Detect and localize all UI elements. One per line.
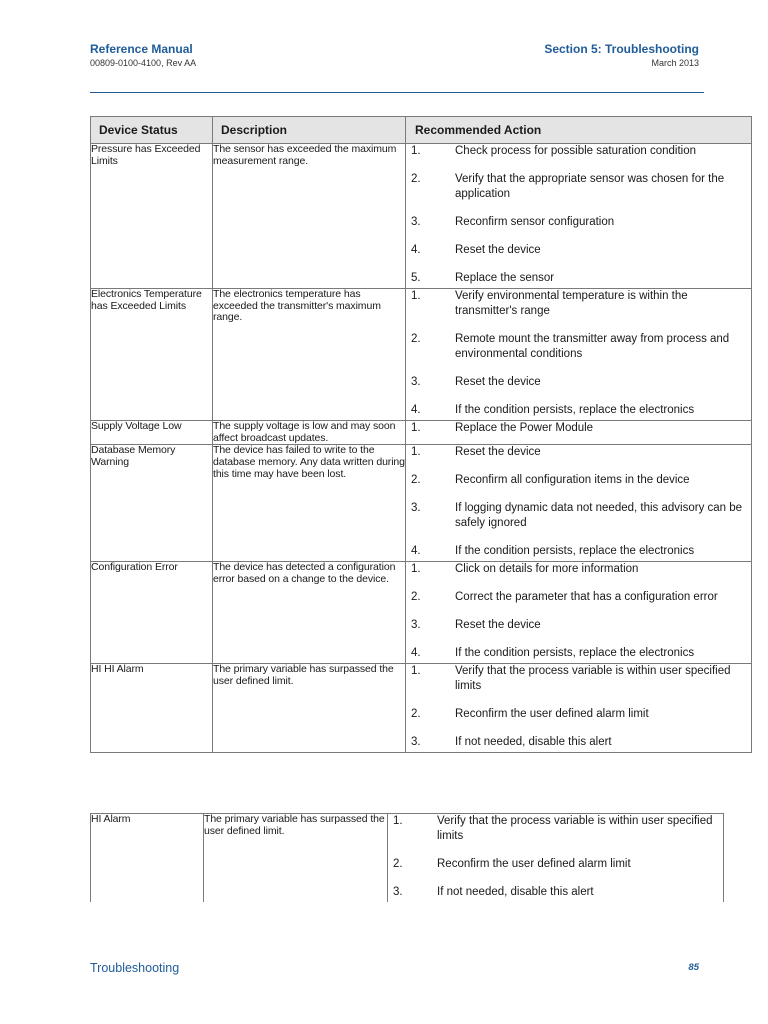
action-step-text: Reset the device <box>455 376 541 388</box>
header-right <box>544 42 699 70</box>
action-step <box>406 590 751 605</box>
device-status-cell: Database Memory Warning <box>91 445 213 562</box>
action-step-text: Reconfirm the user defined alarm limit <box>455 708 649 721</box>
action-step-number: 1. <box>411 422 421 434</box>
action-step <box>406 172 751 202</box>
action-step <box>406 375 751 390</box>
doc-number: 00809-0100-4100, Rev AA <box>90 58 197 68</box>
device-status-cell: HI HI Alarm <box>91 664 213 753</box>
action-step <box>406 289 751 319</box>
action-step <box>406 735 751 750</box>
device-status-cell: Electronics Temperature has Exceeded Limits <box>91 289 213 421</box>
description-cell: The primary variable has surpassed the user defined limit. <box>213 664 406 753</box>
device-status-cell: HI Alarm <box>91 814 204 903</box>
action-step <box>406 646 751 661</box>
recommended-action-cell <box>406 144 752 289</box>
recommended-action-cell <box>406 289 752 421</box>
action-step-number: 2. <box>411 591 421 604</box>
publication-date: March 2013 <box>651 58 699 68</box>
action-step-text: Verify environmental temperature is within the transmitter's range <box>455 290 688 317</box>
troubleshooting-table <box>90 116 752 753</box>
action-step-text: Replace the Power Module <box>455 422 594 434</box>
action-step-number: 1. <box>411 446 421 459</box>
action-step-text: Verify that the appropriate sensor was chosen for the application <box>455 173 725 200</box>
action-step-text: If not needed, disable this alert <box>455 736 612 749</box>
action-step <box>406 544 751 559</box>
description-cell: The primary variable has surpassed the user defined limit. <box>204 814 388 903</box>
action-step-text: If the condition persists, replace the electronics <box>455 404 695 416</box>
action-step-text: If the condition persists, replace the electronics <box>455 545 695 558</box>
page-number: 85 <box>688 962 699 973</box>
action-step-number: 1. <box>411 290 421 302</box>
action-step-text: Check process for possible saturation condition <box>455 145 696 157</box>
action-step-text: If not needed, disable this alert <box>437 886 594 898</box>
action-step <box>406 243 751 258</box>
action-step-number: 1. <box>411 665 421 678</box>
action-step-text: Reset the device <box>455 446 541 459</box>
header-divider <box>90 92 704 93</box>
action-step-number: 4. <box>411 647 421 660</box>
recommended-action-cell <box>388 814 724 903</box>
column-header-recommended-action: Recommended Action <box>406 117 752 144</box>
table-row <box>91 562 752 664</box>
action-step <box>406 445 751 460</box>
action-step-number: 3. <box>411 619 421 632</box>
action-step <box>406 421 751 436</box>
header-left <box>90 42 196 70</box>
action-step-number: 2. <box>393 858 403 870</box>
action-step-number: 4. <box>411 404 421 416</box>
action-step <box>406 501 751 531</box>
action-step <box>406 618 751 633</box>
recommended-action-cell <box>406 421 752 445</box>
action-step-number: 3. <box>411 736 421 749</box>
action-step-text: Reconfirm all configuration items in the device <box>455 474 690 487</box>
action-step-number: 3. <box>393 886 403 898</box>
device-status-cell: Configuration Error <box>91 562 213 664</box>
action-step <box>406 664 751 694</box>
troubleshooting-table-continued <box>90 813 724 902</box>
action-step <box>388 885 723 900</box>
table-row <box>91 289 752 421</box>
description-cell: The sensor has exceeded the maximum measurement range. <box>213 144 406 289</box>
description-cell: The supply voltage is low and may soon affect broadcast updates. <box>213 421 406 445</box>
action-step-text: Reconfirm the user defined alarm limit <box>437 858 631 870</box>
action-step-number: 5. <box>411 272 421 284</box>
action-step <box>406 403 751 418</box>
action-step-number: 2. <box>411 708 421 721</box>
column-header-description: Description <box>213 117 406 144</box>
action-step <box>406 473 751 488</box>
table-row <box>91 445 752 562</box>
action-step <box>388 814 723 844</box>
action-step <box>406 271 751 286</box>
action-step-text: Click on details for more information <box>455 563 639 576</box>
table-row <box>91 144 752 289</box>
action-step <box>406 332 751 362</box>
recommended-action-cell <box>406 562 752 664</box>
description-cell: The electronics temperature has exceeded the transmitter's maximum range. <box>213 289 406 421</box>
device-status-cell: Pressure has Exceeded Limits <box>91 144 213 289</box>
action-step-number: 1. <box>411 563 421 576</box>
action-step-number: 4. <box>411 244 421 256</box>
action-step-text: Reset the device <box>455 619 541 632</box>
action-step-number: 3. <box>411 376 421 388</box>
action-step <box>406 707 751 722</box>
action-step-text: Reconfirm sensor configuration <box>455 216 615 228</box>
action-step <box>406 215 751 230</box>
action-step-text: If the condition persists, replace the electronics <box>455 647 695 660</box>
action-step-number: 1. <box>393 815 403 827</box>
section-title: Section 5: Troubleshooting <box>544 42 699 56</box>
action-step <box>406 144 751 159</box>
action-step-text: Remote mount the transmitter away from process and environmental conditions <box>455 333 730 360</box>
table-header-row <box>91 117 752 144</box>
table-row <box>91 421 752 445</box>
action-step-text: Replace the sensor <box>455 272 555 284</box>
action-step-number: 3. <box>411 502 421 515</box>
action-step <box>406 562 751 577</box>
column-header-device-status: Device Status <box>91 117 213 144</box>
footer-section-name: Troubleshooting <box>90 961 180 975</box>
action-step-text: If logging dynamic data not needed, this advisory can be safely ignored <box>455 502 743 530</box>
action-step-number: 3. <box>411 216 421 228</box>
device-status-cell: Supply Voltage Low <box>91 421 213 445</box>
description-cell: The device has failed to write to the database memory. Any data written during this time may have been lost. <box>213 445 406 562</box>
table-row <box>91 664 752 753</box>
manual-title: Reference Manual <box>90 42 193 56</box>
action-step-number: 2. <box>411 333 421 345</box>
action-step-text: Reset the device <box>455 244 541 256</box>
action-step-number: 2. <box>411 474 421 487</box>
action-step-text: Verify that the process variable is within user specified limits <box>455 665 731 693</box>
action-step-text: Verify that the process variable is within user specified limits <box>437 815 713 842</box>
description-cell: The device has detected a configuration error based on a change to the device. <box>213 562 406 664</box>
table-row <box>91 814 724 903</box>
action-step-number: 1. <box>411 145 421 157</box>
action-step-text: Correct the parameter that has a configuration error <box>455 591 718 604</box>
recommended-action-cell <box>406 664 752 753</box>
recommended-action-cell <box>406 445 752 562</box>
action-step <box>388 857 723 872</box>
action-step-number: 4. <box>411 545 421 558</box>
action-step-number: 2. <box>411 173 421 185</box>
